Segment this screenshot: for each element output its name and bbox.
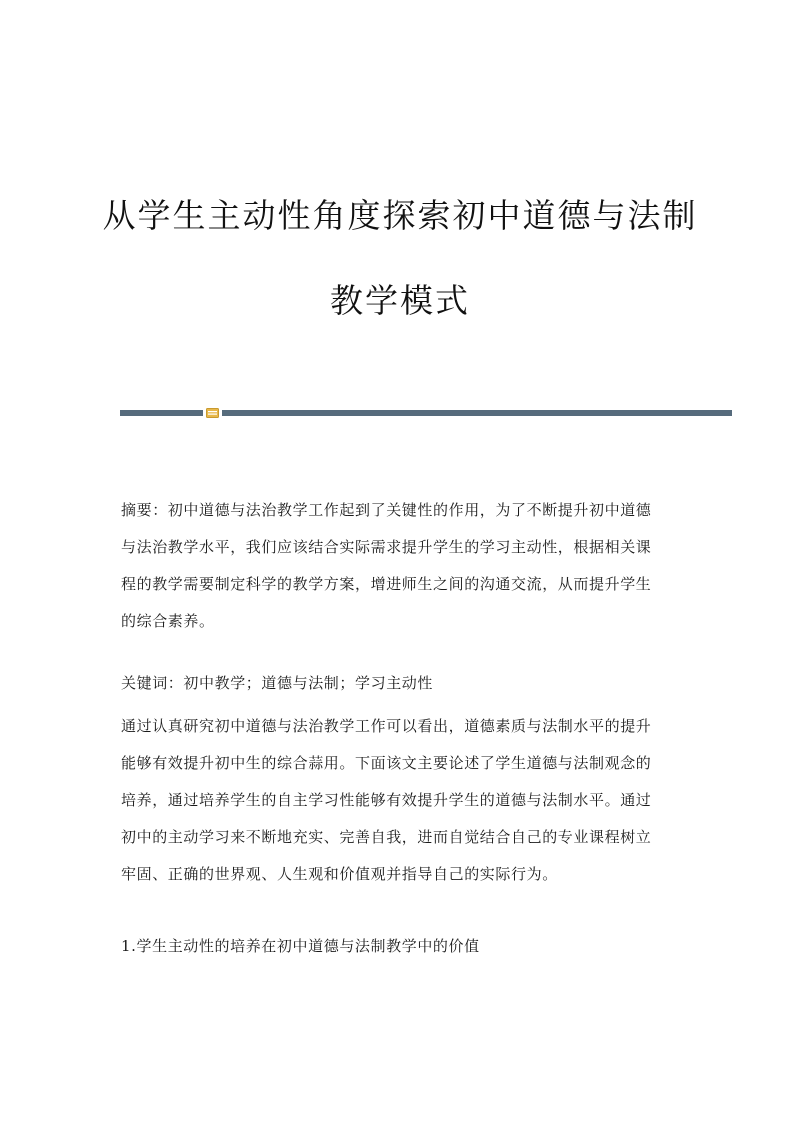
- intro-line: 培养，通过培养学生的自主学习性能够有效提升学生的道德与法制水平。通过: [121, 791, 652, 809]
- divider-bar-left: [120, 410, 203, 416]
- abstract-line: 与法治教学水平，我们应该结合实际需求提升学生的学习主动性，根据相关课: [121, 538, 652, 556]
- abstract-line: 摘要：初中道德与法治教学工作起到了关键性的作用，为了不断提升初中道德: [121, 501, 652, 519]
- intro-line: 能够有效提升初中生的综合蒜用。下面该文主要论述了学生道德与法制观念的: [121, 754, 652, 772]
- document-title-line-1: 从学生主动性角度探索初中道德与法制: [102, 196, 698, 235]
- document-title-line-2: 教学模式: [330, 281, 470, 320]
- abstract-line: 程的教学需要制定科学的教学方案，增进师生之间的沟通交流，从而提升学生: [121, 575, 652, 593]
- section-heading: [121, 928, 681, 965]
- abstract-line: 的综合素养。: [121, 612, 215, 630]
- abstract-paragraph: [121, 492, 681, 640]
- title-divider: [120, 409, 732, 417]
- divider-bar-right: [222, 410, 732, 416]
- intro-line: 初中的主动学习来不断地充实、完善自我，进而自觉结合自己的专业课程树立: [121, 828, 652, 846]
- document-badge-icon: [206, 408, 219, 418]
- section-heading-text: 1.学生主动性的培养在初中道德与法制教学中的价值: [121, 937, 480, 955]
- keywords-line: 关键词：初中教学；道德与法制；学习主动性: [121, 674, 434, 692]
- intro-paragraph: [121, 708, 681, 893]
- intro-line: 通过认真研究初中道德与法治教学工作可以看出，道德素质与法制水平的提升: [121, 717, 652, 735]
- intro-line: 牢固、正确的世界观、人生观和价值观并指导自己的实际行为。: [121, 865, 558, 883]
- keywords-paragraph: [121, 665, 681, 702]
